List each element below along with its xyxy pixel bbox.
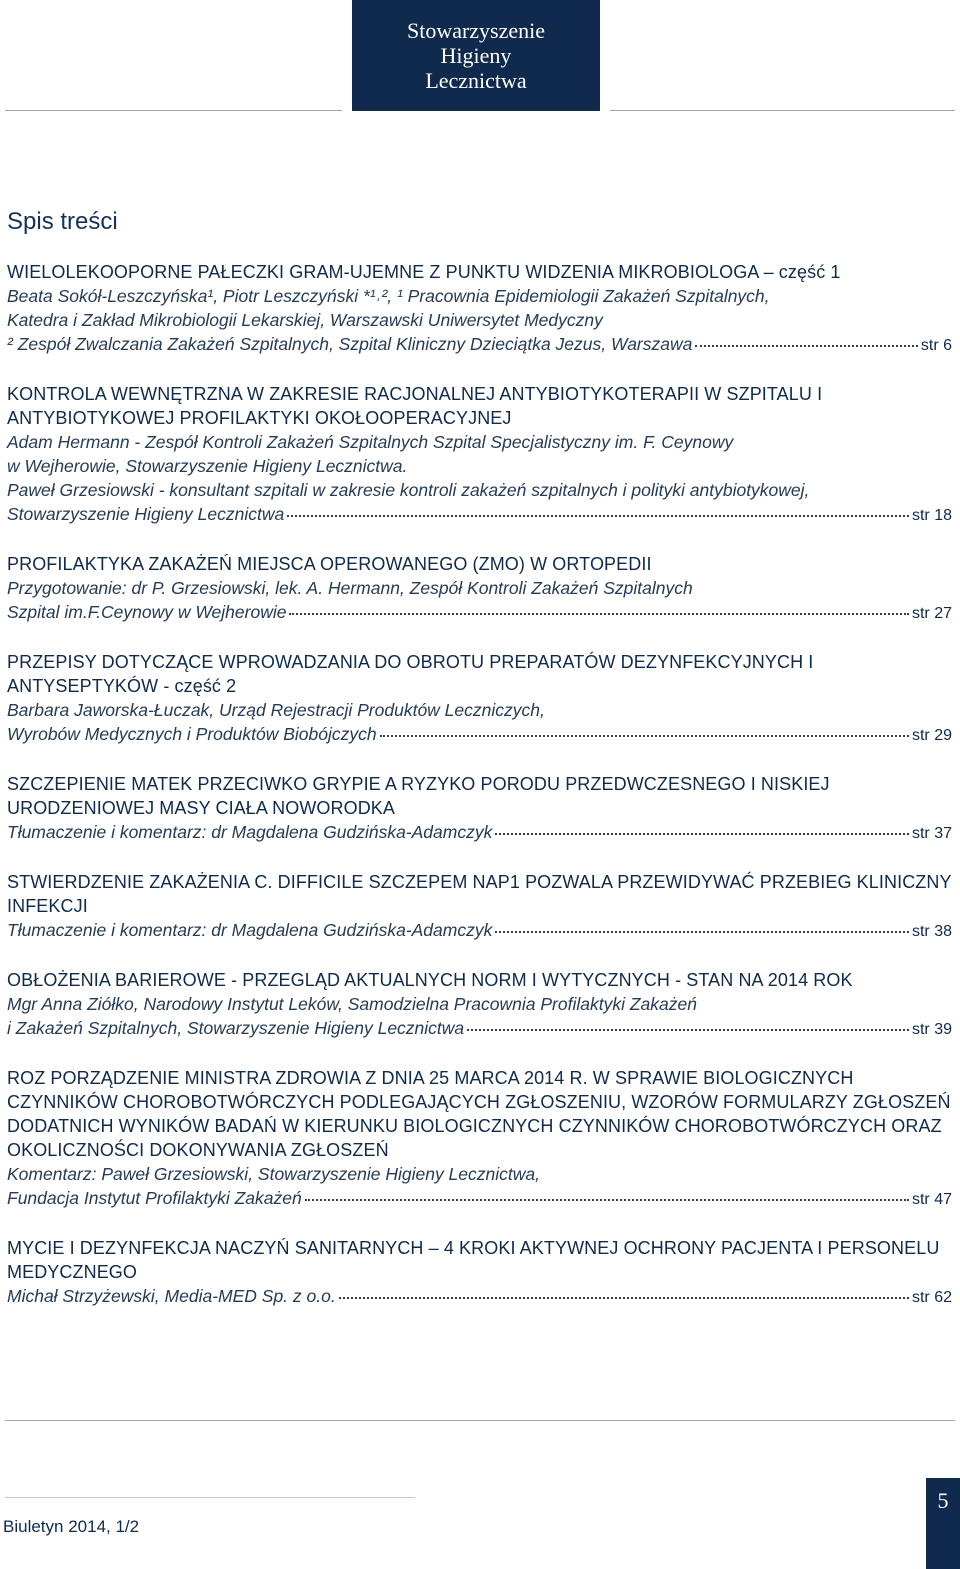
- toc-entry-last-line: [7, 1284, 952, 1310]
- toc-entry-last-line: [7, 1186, 952, 1212]
- dot-leader: [339, 1297, 909, 1299]
- toc-entry[interactable]: [7, 552, 952, 626]
- toc-entry[interactable]: [7, 1236, 952, 1310]
- table-of-contents: [7, 260, 952, 1334]
- logo-line-3: Lecznictwa: [425, 68, 527, 93]
- toc-entry-author-tail: Tłumaczenie i komentarz: dr Magdalena Gudzińska-Adamczyk: [7, 822, 493, 842]
- toc-entry-title: WIELOLEKOOPORNE PAŁECZKI GRAM-UJEMNE Z PUNKTU WIDZENIA MIKROBIOLOGA – część 1: [7, 262, 841, 282]
- toc-entry-author-tail: Wyrobów Medycznych i Produktów Biobójczych: [7, 724, 377, 744]
- toc-entry-author-tail: Szpital im.F.Ceynowy w Wejherowie: [7, 602, 287, 622]
- toc-entry[interactable]: [7, 772, 952, 846]
- dot-leader: [380, 735, 909, 737]
- toc-entry-author-tail: Stowarzyszenie Higieny Lecznictwa: [7, 504, 285, 524]
- toc-entry-author: Beata Sokół-Leszczyńska¹, Piotr Leszczyński *¹˒², ¹ Pracownia Epidemiologii Zakażeń Szpitalnych,: [7, 286, 770, 306]
- toc-entry-last-line: [7, 600, 952, 626]
- toc-page-reference[interactable]: str 39: [911, 1021, 952, 1038]
- toc-entry[interactable]: [7, 260, 952, 358]
- toc-page-reference[interactable]: str 37: [911, 825, 952, 842]
- toc-entry-author: Przygotowanie: dr P. Grzesiowski, lek. A. Hermann, Zespół Kontroli Zakażeń Szpitalnych: [7, 578, 693, 598]
- toc-page-reference[interactable]: str 27: [911, 605, 952, 622]
- toc-entry-title: STWIERDZENIE ZAKAŻENIA C. DIFFICILE SZCZEPEM NAP1 POZWALA PRZEWIDYWAĆ PRZEBIEG KLINICZNY INFEKCJI: [7, 872, 952, 916]
- dot-leader: [287, 515, 909, 517]
- toc-entry[interactable]: [7, 382, 952, 528]
- page-number: 5: [937, 1488, 949, 1513]
- dot-leader: [305, 1199, 909, 1201]
- association-logo: [352, 0, 600, 111]
- toc-entry-title: ROZ PORZĄDZENIE MINISTRA ZDROWIA Z DNIA 25 MARCA 2014 R. W SPRAWIE BIOLOGICZNYCH CZYNNIKÓW CHOROBOTWÓRCZYCH PODLEGAJĄCYCH ZGŁOSZENIU, WZORÓW FORMULARZY ZGŁOSZEŃ DODATNICH WYNIKÓW BADAŃ W KIERUNKU BIOLOGICZNYCH CZYNNIKÓW CHOROBOTWÓRCZYCH ORAZ OKOLICZNOŚCI DOKONYWANIA ZGŁOSZEŃ: [7, 1068, 951, 1160]
- toc-entry-last-line: [7, 1016, 952, 1042]
- toc-page-reference[interactable]: str 47: [911, 1191, 952, 1208]
- toc-entry-title: PROFILAKTYKA ZAKAŻEŃ MIEJSCA OPEROWANEGO (ZMO) W ORTOPEDII: [7, 554, 652, 574]
- toc-entry-author: Paweł Grzesiowski - konsultant szpitali w zakresie kontroli zakażeń szpitalnych i polityki antybiotykowej,: [7, 480, 810, 500]
- logo-line-2: Higieny: [440, 43, 512, 68]
- header-rule-right: [610, 110, 955, 111]
- dot-leader: [495, 931, 909, 933]
- footer-rule-short: [5, 1497, 415, 1498]
- page-number-box: [926, 1478, 960, 1569]
- toc-entry-last-line: [7, 502, 952, 528]
- dot-leader: [467, 1029, 909, 1031]
- toc-page-reference[interactable]: str 29: [911, 727, 952, 744]
- header-rule-left: [5, 110, 342, 111]
- toc-entry-last-line: [7, 722, 952, 748]
- toc-entry[interactable]: [7, 968, 952, 1042]
- toc-entry[interactable]: [7, 1066, 952, 1212]
- toc-entry-author: Katedra i Zakład Mikrobiologii Lekarskiej, Warszawski Uniwersytet Medyczny: [7, 310, 603, 330]
- toc-entry-author: Mgr Anna Ziółko, Narodowy Instytut Leków, Samodzielna Pracownia Profilaktyki Zakażeń: [7, 994, 697, 1014]
- toc-entry-title: OBŁOŻENIA BARIEROWE - PRZEGLĄD AKTUALNYCH NORM I WYTYCZNYCH - STAN NA 2014 ROK: [7, 970, 853, 990]
- bulletin-label: Biuletyn 2014, 1/2: [3, 1517, 140, 1536]
- toc-entry-author-tail: Tłumaczenie i komentarz: dr Magdalena Gudzińska-Adamczyk: [7, 920, 493, 940]
- footer-rule: [5, 1420, 955, 1421]
- toc-entry-author: Adam Hermann - Zespół Kontroli Zakażeń Szpitalnych Szpital Specjalistyczny im. F. Ceynowy: [7, 432, 734, 452]
- toc-entry-title: SZCZEPIENIE MATEK PRZECIWKO GRYPIE A RYZYKO PORODU PRZEDWCZESNEGO I NISKIEJ URODZENIOWEJ MASY CIAŁA NOWORODKA: [7, 774, 830, 818]
- dot-leader: [495, 833, 909, 835]
- toc-entry-author-tail: Fundacja Instytut Profilaktyki Zakażeń: [7, 1188, 302, 1208]
- toc-entry-author: Komentarz: Paweł Grzesiowski, Stowarzyszenie Higieny Lecznictwa,: [7, 1164, 540, 1184]
- toc-entry-last-line: [7, 918, 952, 944]
- toc-page-reference[interactable]: str 38: [911, 923, 952, 940]
- dot-leader: [695, 345, 918, 347]
- toc-entry-author: w Wejherowie, Stowarzyszenie Higieny Lecznictwa.: [7, 456, 408, 476]
- toc-entry[interactable]: [7, 870, 952, 944]
- toc-entry-title: PRZEPISY DOTYCZĄCE WPROWADZANIA DO OBROTU PREPARATÓW DEZYNFEKCYJNYCH I ANTYSEPTYKÓW - część 2: [7, 652, 814, 696]
- logo-line-1: Stowarzyszenie: [406, 18, 546, 43]
- dot-leader: [289, 613, 909, 615]
- toc-entry-author-tail: i Zakażeń Szpitalnych, Stowarzyszenie Higieny Lecznictwa: [7, 1018, 465, 1038]
- toc-entry-author-tail: Michał Strzyżewski, Media-MED Sp. z o.o.: [7, 1286, 336, 1306]
- toc-page-reference[interactable]: str 6: [920, 337, 952, 354]
- toc-entry[interactable]: [7, 650, 952, 748]
- toc-entry-last-line: [7, 820, 952, 846]
- toc-entry-title: KONTROLA WEWNĘTRZNA W ZAKRESIE RACJONALNEJ ANTYBIOTYKOTERAPII W SZPITALU I ANTYBIOTYKOWEJ PROFILAKTYKI OKOŁOOPERACYJNEJ: [7, 384, 823, 428]
- toc-page-reference[interactable]: str 18: [911, 507, 952, 524]
- toc-entry-last-line: [7, 332, 952, 358]
- page-title: Spis treści: [7, 208, 118, 235]
- toc-entry-author: Barbara Jaworska-Łuczak, Urząd Rejestracji Produktów Leczniczych,: [7, 700, 545, 720]
- toc-entry-title: MYCIE I DEZYNFEKCJA NACZYŃ SANITARNYCH – 4 KROKI AKTYWNEJ OCHRONY PACJENTA I PERSONELU MEDYCZNEGO: [7, 1238, 940, 1282]
- toc-entry-author-tail: ² Zespół Zwalczania Zakażeń Szpitalnych, Szpital Kliniczny Dzieciątka Jezus, Warszawa: [7, 334, 693, 354]
- toc-page-reference[interactable]: str 62: [911, 1289, 952, 1306]
